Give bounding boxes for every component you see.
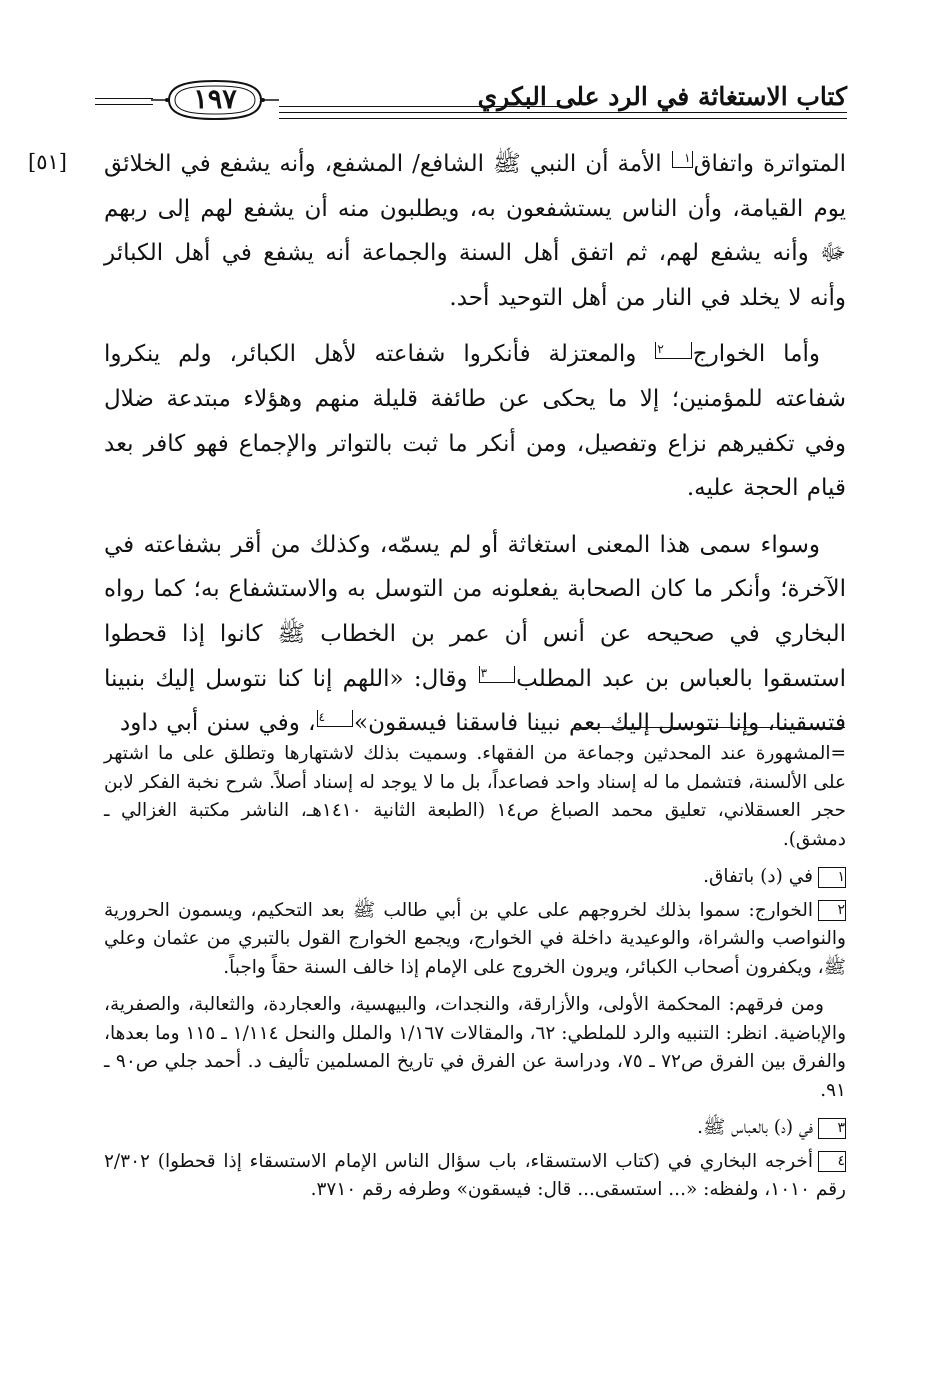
- header-rule-right-top: [279, 106, 569, 107]
- paragraph-1: [104, 142, 846, 320]
- footnote-marker-3[interactable]: ٣: [479, 666, 515, 683]
- footnote-number-3: ٣: [818, 1118, 846, 1139]
- footnote-3: [104, 1114, 846, 1143]
- page-number-badge: [151, 78, 279, 122]
- footnote-4: [104, 1148, 846, 1205]
- footnote-marker-1[interactable]: ١: [672, 151, 693, 168]
- header-rule-right-bottom: [279, 118, 847, 119]
- header-rule-right-mid: [279, 112, 847, 113]
- footnote-number-1: ١: [818, 867, 846, 888]
- paragraph-2-text-b: والمعتزلة فأنكروا شفاعته لأهل الكبائر، ولم ينكروا شفاعته للمؤمنين؛ إلا ما يحكى عن طائفة قليلة منهم وهؤلاء مبتدعة ضلال وفي تكفيرهم نزاع وتفصيل، ومن أنكر ما ثبت بالتواتر والإجماع فهو كافر بعد قيام الحجة عليه.: [104, 341, 846, 502]
- footnote-number-2: ٢: [818, 900, 846, 921]
- footnote-number-4: ٤: [818, 1151, 846, 1172]
- footnote-separator: [574, 727, 845, 728]
- main-text: [104, 142, 846, 746]
- paragraph-2-text-a: وأما الخوارج: [692, 341, 820, 368]
- footnote-3-text: في (د) بالعباس ﷺ.: [697, 1117, 813, 1138]
- margin-manuscript-reference: [٥١]: [28, 150, 67, 174]
- footnote-4-text: أخرجه البخاري في (كتاب الاستسقاء، باب سؤال الناس الإمام الاستسقاء إذا قحطوا) ٢/٣٠٢ رقم ١٠١٠، ولفظه: «... استسقى... قال: فيسقون» وطرفه رقم ٣٧١٠.: [104, 1150, 846, 1200]
- footnote-2-text: الخوارج: سموا بذلك لخروجهم على علي بن أبي طالب ﷺ بعد التحكيم، ويسمون الحرورية والنواصب والشراة، والوعيدية داخلة في الخوارج، ويجمع الخوارج القول بالتبري من عثمان وعلي ﷺ، ويكفرون أصحاب الكبائر، ويرون الخروج على الإمام إذا خالف السنة حقاً واجباً.: [104, 899, 846, 978]
- paragraph-3-text-c: ، وفي سنن أبي داود: [119, 710, 316, 737]
- footnote-1: [104, 863, 846, 892]
- paragraph-2: [104, 332, 846, 510]
- footnote-2: [104, 897, 846, 983]
- footnote-marker-4[interactable]: ٤: [317, 710, 353, 727]
- paragraph-3-text-b: وقال: «اللهم إنا كنا نتوسل إليك بنبينا فتسقينا، وإنا نتوسل إليك بعم نبينا فاسقنا فيسقون»: [104, 665, 846, 737]
- page-header: [95, 78, 847, 128]
- footnotes-section: [104, 740, 846, 1205]
- paragraph-1-text-b: الأمة أن النبي ﷺ الشافع/ المشفع، وأنه يشفع في الخلائق يوم القيامة، وأن الناس يستشفعون به، ويطلبون منه أن يشفع لهم إلى ربهم ﷻ وأنه يشفع لهم، ثم اتفق أهل السنة والجماعة أنه يشفع في أهل الكبائر وأنه لا يخلد في النار من أهل التوحيد أحد.: [104, 151, 846, 311]
- footnote-2-continued: ومن فرقهم: المحكمة الأولى، والأزارقة، والنجدات، والبيهسية، والعجاردة، والثعالبة، والصفرية، والإباضية. انظر: التنبيه والرد للملطي: ٦٢، والمقالات ١/١٦٧ والملل والنحل ١/١١٤ ـ ١١٥ وما بعدها، والفرق بين الفرق ص٧٢ ـ ٧٥، ودراسة عن الفرق في تاريخ المسلمين تأليف د. أحمد جلي ص٩٠ ـ ٩١.: [104, 994, 847, 1101]
- header-rule-left-top: [95, 98, 153, 99]
- header-rule-left-bottom: [95, 104, 153, 105]
- paragraph-3: [104, 523, 846, 746]
- page-number: ١٩٧: [193, 84, 237, 115]
- footnote-continuation: =المشهورة عند المحدثين وجماعة من الفقهاء. وسميت بذلك لاشتهارها وتطلق على ما اشتهر على الألسنة، فتشمل ما له إسناد واحد فصاعداً، بل ما لا يوجد له إسناد أصلاً. شرح نخبة الفكر لابن حجر العسقلاني، تعليق محمد الصباغ ص١٤ (الطبعة الثانية ١٤١٠هـ، الناشر مكتبة الغزالي ـ دمشق).: [104, 743, 846, 850]
- footnote-marker-2[interactable]: ٢: [655, 342, 691, 359]
- book-title: كتاب الاستغاثة في الرد على البكري: [477, 82, 847, 111]
- paragraph-1-text-a: المتواترة واتفاق: [693, 151, 847, 177]
- paragraph-3-text-a: وسواء سمى هذا المعنى استغاثة أو لم يسمّه، وكذلك من أقر بشفاعته في الآخرة؛ وأنكر ما كان الصحابة يفعلونه من التوسل به والاستشفاع به؛ كما رواه البخاري في صحيحه عن أنس أن عمر بن الخطاب ﷺ كانوا إذا قحطوا استسقوا بالعباس بن عبد المطلب: [104, 531, 847, 692]
- footnote-1-text: في (د) باتفاق.: [703, 866, 813, 887]
